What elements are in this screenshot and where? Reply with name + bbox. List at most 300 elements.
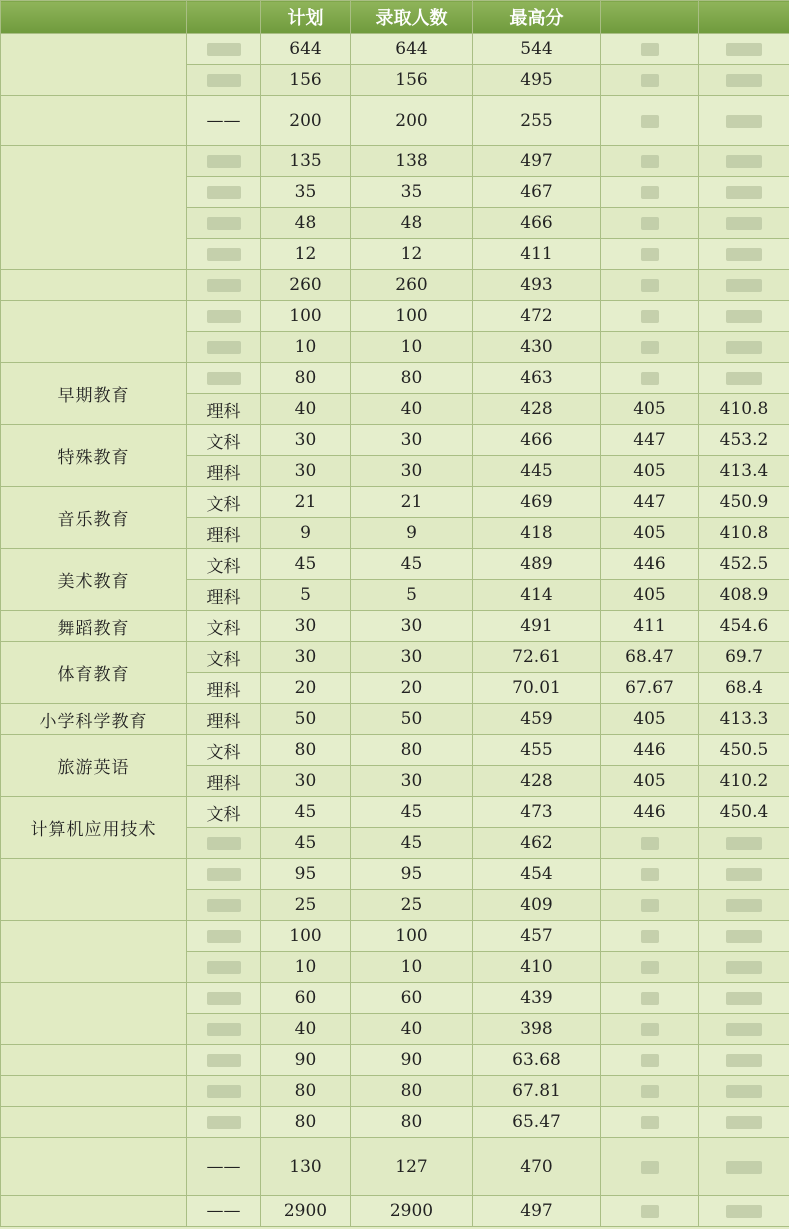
min-score-cell [601,301,699,332]
blurred-text-placeholder [726,1116,762,1129]
admitted-cell: 40 [351,1014,473,1045]
blurred-text-placeholder [641,1205,659,1218]
min-score-cell [601,177,699,208]
major-cell [1,1045,187,1076]
admitted-cell: 10 [351,952,473,983]
blurred-text-placeholder [641,1085,659,1098]
blurred-text-placeholder [726,1023,762,1036]
blurred-text-placeholder [726,217,762,230]
header-admitted: 录取人数 [351,1,473,34]
subject-cell: 理科 [187,580,261,611]
min-score-cell [601,1107,699,1138]
subject-cell [187,1076,261,1107]
min-score-cell: 67.67 [601,673,699,704]
admitted-cell: 30 [351,642,473,673]
blurred-text-placeholder [726,74,762,87]
admitted-cell: 20 [351,673,473,704]
max-score-cell: 428 [473,766,601,797]
table-row [1,1076,789,1107]
subject-cell: —— [187,1138,261,1196]
header-major [1,1,187,34]
admitted-cell: 45 [351,828,473,859]
plan-cell: 95 [261,859,351,890]
subject-cell [187,239,261,270]
table-row [1,1196,789,1227]
avg-score-cell [699,146,789,177]
admitted-cell: 90 [351,1045,473,1076]
plan-cell: 30 [261,425,351,456]
avg-score-cell [699,177,789,208]
plan-cell: 80 [261,363,351,394]
max-score-cell: 459 [473,704,601,735]
blurred-text-placeholder [726,899,762,912]
min-score-cell [601,921,699,952]
max-score-cell: 67.81 [473,1076,601,1107]
major-cell: 体育教育 [1,642,187,704]
blurred-text-placeholder [726,43,762,56]
max-score-cell: 497 [473,146,601,177]
blurred-text-placeholder [726,1085,762,1098]
plan-cell: 200 [261,96,351,146]
min-score-cell [601,952,699,983]
major-cell [1,301,187,363]
avg-score-cell [699,828,789,859]
plan-cell: 45 [261,549,351,580]
max-score-cell: 430 [473,332,601,363]
blurred-text-placeholder [726,310,762,323]
min-score-cell: 446 [601,735,699,766]
major-cell: 小学科学教育 [1,704,187,735]
admitted-cell: 80 [351,363,473,394]
blurred-text-placeholder [641,310,659,323]
min-score-cell: 446 [601,549,699,580]
admitted-cell: 30 [351,611,473,642]
min-score-cell: 405 [601,456,699,487]
plan-cell: 45 [261,797,351,828]
subject-cell [187,1045,261,1076]
avg-score-cell [699,921,789,952]
max-score-cell: 463 [473,363,601,394]
avg-score-cell [699,1107,789,1138]
min-score-cell [601,146,699,177]
avg-score-cell: 408.9 [699,580,789,611]
major-cell [1,1138,187,1196]
table-row [1,797,789,828]
admitted-cell: 80 [351,735,473,766]
min-score-cell [601,859,699,890]
blurred-text-placeholder [726,1054,762,1067]
plan-cell: 12 [261,239,351,270]
avg-score-cell: 453.2 [699,425,789,456]
plan-cell: 10 [261,952,351,983]
table-row [1,301,789,332]
blurred-text-placeholder [641,248,659,261]
max-score-cell: 63.68 [473,1045,601,1076]
min-score-cell [601,1045,699,1076]
avg-score-cell [699,859,789,890]
avg-score-cell [699,1196,789,1227]
min-score-cell [601,239,699,270]
blurred-text-placeholder [641,1054,659,1067]
blurred-text-placeholder [207,899,241,912]
max-score-cell: 411 [473,239,601,270]
subject-cell: 理科 [187,704,261,735]
avg-score-cell: 410.8 [699,394,789,425]
major-cell [1,1076,187,1107]
min-score-cell [601,96,699,146]
table-body [1,34,789,1227]
major-cell [1,146,187,270]
plan-cell: 100 [261,301,351,332]
major-cell [1,859,187,921]
avg-score-cell [699,363,789,394]
avg-score-cell: 450.9 [699,487,789,518]
max-score-cell: 472 [473,301,601,332]
blurred-text-placeholder [207,868,241,881]
admitted-cell: 100 [351,921,473,952]
subject-cell: 文科 [187,549,261,580]
blurred-text-placeholder [641,372,659,385]
blurred-text-placeholder [207,837,241,850]
admitted-cell: 260 [351,270,473,301]
min-score-cell [601,270,699,301]
table-row [1,983,789,1014]
blurred-text-placeholder [641,868,659,881]
avg-score-cell: 69.7 [699,642,789,673]
avg-score-cell [699,65,789,96]
table-row [1,34,789,65]
avg-score-cell: 452.5 [699,549,789,580]
admitted-cell: 12 [351,239,473,270]
major-cell: 舞蹈教育 [1,611,187,642]
min-score-cell: 405 [601,518,699,549]
avg-score-cell: 410.2 [699,766,789,797]
admitted-cell: 35 [351,177,473,208]
min-score-cell: 405 [601,704,699,735]
blurred-text-placeholder [207,186,241,199]
major-cell [1,96,187,146]
admitted-cell: 48 [351,208,473,239]
plan-cell: 30 [261,766,351,797]
avg-score-cell [699,96,789,146]
max-score-cell: 255 [473,96,601,146]
subject-cell [187,177,261,208]
subject-cell [187,65,261,96]
blurred-text-placeholder [726,186,762,199]
plan-cell: 10 [261,332,351,363]
major-cell [1,1107,187,1138]
blurred-text-placeholder [641,1116,659,1129]
avg-score-cell [699,983,789,1014]
max-score-cell: 410 [473,952,601,983]
admitted-cell: 60 [351,983,473,1014]
blurred-text-placeholder [207,217,241,230]
admitted-cell: 95 [351,859,473,890]
table-row [1,921,789,952]
plan-cell: 135 [261,146,351,177]
subject-cell: 理科 [187,394,261,425]
plan-cell: 9 [261,518,351,549]
max-score-cell: 65.47 [473,1107,601,1138]
blurred-text-placeholder [207,1054,241,1067]
avg-score-cell: 450.4 [699,797,789,828]
admitted-cell: 50 [351,704,473,735]
blurred-text-placeholder [726,1161,762,1174]
blurred-text-placeholder [641,217,659,230]
min-score-cell [601,983,699,1014]
blurred-text-placeholder [207,992,241,1005]
subject-cell [187,828,261,859]
min-score-cell [601,363,699,394]
avg-score-cell [699,270,789,301]
plan-cell: 50 [261,704,351,735]
plan-cell: 100 [261,921,351,952]
major-cell: 计算机应用技术 [1,797,187,859]
subject-cell [187,952,261,983]
max-score-cell: 418 [473,518,601,549]
admitted-cell: 30 [351,766,473,797]
max-score-cell: 473 [473,797,601,828]
plan-cell: 20 [261,673,351,704]
major-cell [1,270,187,301]
table-row [1,735,789,766]
major-cell [1,34,187,96]
blurred-text-placeholder [726,372,762,385]
blurred-text-placeholder [207,1023,241,1036]
avg-score-cell [699,890,789,921]
max-score-cell: 455 [473,735,601,766]
subject-cell [187,983,261,1014]
subject-cell: 文科 [187,425,261,456]
major-cell: 特殊教育 [1,425,187,487]
plan-cell: 21 [261,487,351,518]
plan-cell: 260 [261,270,351,301]
max-score-cell: 469 [473,487,601,518]
plan-cell: 60 [261,983,351,1014]
table-row [1,1045,789,1076]
table-row [1,704,789,735]
min-score-cell [601,1076,699,1107]
subject-cell [187,270,261,301]
blurred-text-placeholder [641,186,659,199]
subject-cell: 文科 [187,487,261,518]
blurred-text-placeholder [641,930,659,943]
subject-cell: 文科 [187,611,261,642]
header-avg-score [699,1,789,34]
blurred-text-placeholder [207,930,241,943]
subject-cell: 理科 [187,673,261,704]
blurred-text-placeholder [726,868,762,881]
blurred-text-placeholder [207,1085,241,1098]
plan-cell: 30 [261,456,351,487]
subject-cell [187,332,261,363]
admitted-cell: 200 [351,96,473,146]
min-score-cell: 411 [601,611,699,642]
subject-cell [187,363,261,394]
plan-cell: 80 [261,1076,351,1107]
plan-cell: 644 [261,34,351,65]
major-cell: 音乐教育 [1,487,187,549]
blurred-text-placeholder [207,43,241,56]
admitted-cell: 25 [351,890,473,921]
table-row [1,487,789,518]
min-score-cell: 405 [601,580,699,611]
blurred-text-placeholder [726,930,762,943]
blurred-text-placeholder [207,341,241,354]
subject-cell [187,301,261,332]
blurred-text-placeholder [207,279,241,292]
subject-cell [187,859,261,890]
header-plan: 计划 [261,1,351,34]
min-score-cell: 405 [601,766,699,797]
table-row [1,549,789,580]
subject-cell [187,1107,261,1138]
admitted-cell: 21 [351,487,473,518]
avg-score-cell: 450.5 [699,735,789,766]
plan-cell: 48 [261,208,351,239]
plan-cell: 40 [261,394,351,425]
min-score-cell [601,1196,699,1227]
admitted-cell: 45 [351,549,473,580]
avg-score-cell: 454.6 [699,611,789,642]
min-score-cell [601,34,699,65]
avg-score-cell [699,208,789,239]
plan-cell: 45 [261,828,351,859]
max-score-cell: 409 [473,890,601,921]
subject-cell [187,208,261,239]
max-score-cell: 466 [473,425,601,456]
subject-cell [187,1014,261,1045]
min-score-cell: 446 [601,797,699,828]
plan-cell: 5 [261,580,351,611]
blurred-text-placeholder [207,155,241,168]
plan-cell: 25 [261,890,351,921]
blurred-text-placeholder [641,155,659,168]
avg-score-cell: 413.3 [699,704,789,735]
plan-cell: 35 [261,177,351,208]
blurred-text-placeholder [726,992,762,1005]
blurred-text-placeholder [641,279,659,292]
avg-score-cell [699,1076,789,1107]
plan-cell: 80 [261,735,351,766]
admitted-cell: 40 [351,394,473,425]
subject-cell [187,921,261,952]
min-score-cell: 447 [601,425,699,456]
plan-cell: 156 [261,65,351,96]
blurred-text-placeholder [726,1205,762,1218]
max-score-cell: 493 [473,270,601,301]
admitted-cell: 80 [351,1107,473,1138]
blurred-text-placeholder [207,248,241,261]
min-score-cell [601,332,699,363]
blurred-text-placeholder [726,155,762,168]
table-row [1,146,789,177]
max-score-cell: 414 [473,580,601,611]
min-score-cell [601,1138,699,1196]
admitted-cell: 5 [351,580,473,611]
subject-cell: 理科 [187,456,261,487]
admitted-cell: 156 [351,65,473,96]
subject-cell [187,34,261,65]
blurred-text-placeholder [641,115,659,128]
max-score-cell: 491 [473,611,601,642]
subject-cell [187,146,261,177]
header-subject [187,1,261,34]
table-row [1,425,789,456]
table-row [1,96,789,146]
plan-cell: 30 [261,642,351,673]
admitted-cell: 9 [351,518,473,549]
min-score-cell [601,1014,699,1045]
avg-score-cell [699,1014,789,1045]
table-row [1,363,789,394]
blurred-text-placeholder [726,115,762,128]
max-score-cell: 445 [473,456,601,487]
major-cell [1,983,187,1045]
subject-cell: 理科 [187,518,261,549]
min-score-cell [601,208,699,239]
admitted-cell: 644 [351,34,473,65]
header-row [1,1,789,34]
admitted-cell: 30 [351,456,473,487]
max-score-cell: 497 [473,1196,601,1227]
blurred-text-placeholder [726,248,762,261]
blurred-text-placeholder [641,43,659,56]
admitted-cell: 45 [351,797,473,828]
plan-cell: 2900 [261,1196,351,1227]
blurred-text-placeholder [726,837,762,850]
subject-cell [187,890,261,921]
blurred-text-placeholder [641,74,659,87]
plan-cell: 80 [261,1107,351,1138]
avg-score-cell [699,1045,789,1076]
avg-score-cell: 68.4 [699,673,789,704]
max-score-cell: 70.01 [473,673,601,704]
min-score-cell [601,890,699,921]
max-score-cell: 398 [473,1014,601,1045]
avg-score-cell: 413.4 [699,456,789,487]
major-cell: 美术教育 [1,549,187,611]
table-row [1,270,789,301]
avg-score-cell: 410.8 [699,518,789,549]
blurred-text-placeholder [726,279,762,292]
blurred-text-placeholder [207,74,241,87]
avg-score-cell [699,301,789,332]
subject-cell: 理科 [187,766,261,797]
blurred-text-placeholder [207,310,241,323]
avg-score-cell [699,332,789,363]
max-score-cell: 470 [473,1138,601,1196]
blurred-text-placeholder [641,899,659,912]
table-row [1,611,789,642]
blurred-text-placeholder [641,837,659,850]
blurred-text-placeholder [207,1116,241,1129]
min-score-cell [601,828,699,859]
plan-cell: 90 [261,1045,351,1076]
blurred-text-placeholder [207,961,241,974]
plan-cell: 30 [261,611,351,642]
admitted-cell: 10 [351,332,473,363]
min-score-cell [601,65,699,96]
max-score-cell: 462 [473,828,601,859]
major-cell [1,1196,187,1227]
avg-score-cell [699,34,789,65]
admitted-cell: 138 [351,146,473,177]
max-score-cell: 467 [473,177,601,208]
min-score-cell: 447 [601,487,699,518]
blurred-text-placeholder [207,372,241,385]
table-row [1,859,789,890]
